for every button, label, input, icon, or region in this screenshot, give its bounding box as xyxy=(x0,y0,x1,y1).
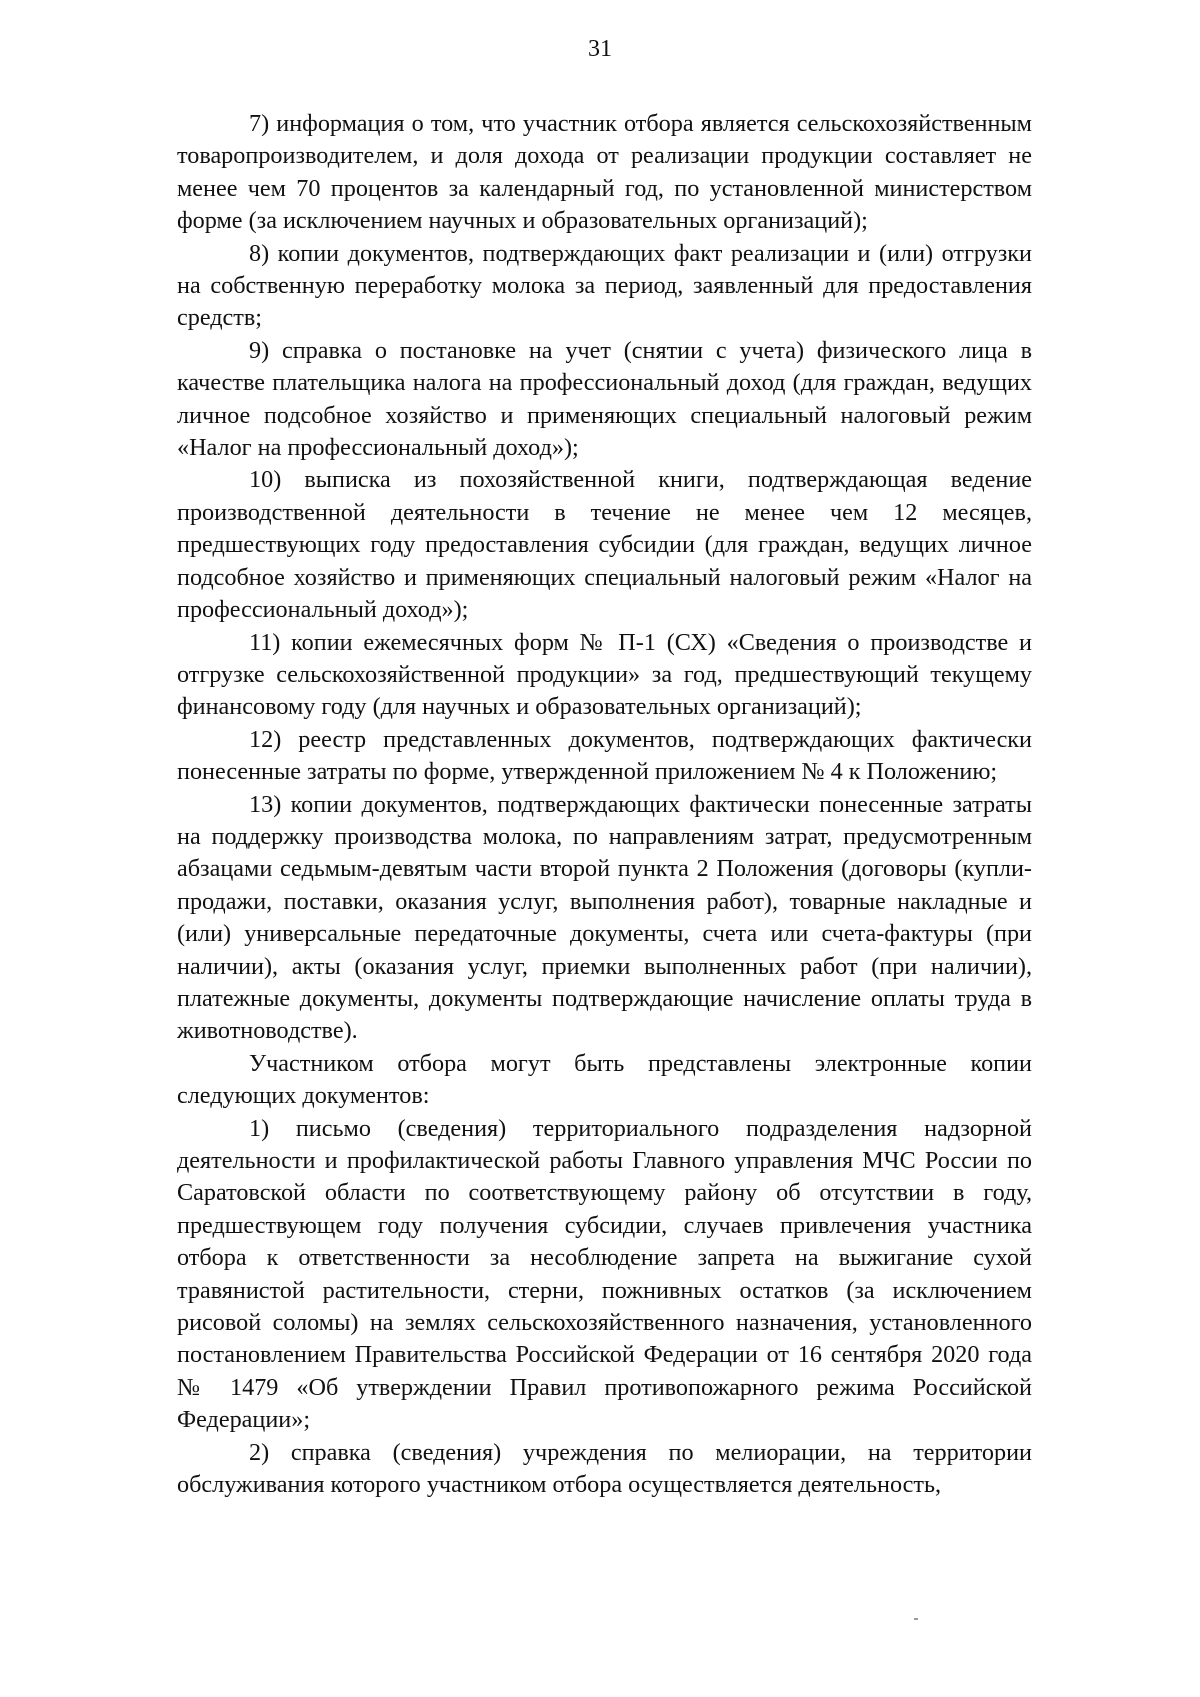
paragraph-item-13: 13) копии документов, подтверждающих фактически понесенные затраты на поддержку производства молока, по направлениям затрат, предусмотренным абзацами седьмым-девятым части второй пункта 2 Положения (договоры (купли-продажи, поставки, оказания услуг, выполнения работ), товарные накладные и (или) универсальные передаточные документы, счета или счета-фактуры (при наличии), акты (оказания услуг, приемки выполненных работ (при наличии), платежные документы, документы подтверждающие начисление оплаты труда в животноводстве). xyxy=(177,790,1032,1045)
page-number: 31 xyxy=(588,36,612,62)
paragraph-electronic-copies-intro: Участником отбора могут быть представлены электронные копии следующих документов: xyxy=(177,1049,1032,1110)
paragraph-item-8: 8) копии документов, подтверждающих факт реализации и (или) отгрузки на собственную переработку молока за период, заявленный для предоставления средств; xyxy=(177,239,1032,332)
paragraph-item-12: 12) реестр представленных документов, подтверждающих фактически понесенные затраты по форме, утвержденной приложением № 4 к Положению; xyxy=(177,725,1032,786)
paragraph-item-10: 10) выписка из похозяйственной книги, подтверждающая ведение производственной деятельности в течение не менее чем 12 месяцев, предшествующих году предоставления субсидии (для граждан, ведущих личное подсобное хозяйство и применяющих специальный налоговый режим «Налог на профессиональный доход»); xyxy=(177,466,1032,624)
paragraph-ecopy-item-1: 1) письмо (сведения) территориального подразделения надзорной деятельности и профилактической работы Главного управления МЧС России по Саратовской области по соответствующему району об отсутствии в году, предшествующем году получения субсидии, случаев привлечения участника отбора к ответственности за несоблюдение запрета на выжигание сухой травянистой растительности, стерни, пожнивных остатков (за исключением рисовой соломы) на землях сельскохозяйственного назначения, установленного постановлением Правительства Российской Федерации от 16 сентября 2020 года № 1479 «Об утверждении Правил противопожарного режима Российской Федерации»; xyxy=(177,1114,1032,1434)
scan-artifact xyxy=(914,1618,918,1620)
paragraph-item-7: 7) информация о том, что участник отбора является сельскохозяйственным товаропроизводителем, и доля дохода от реализации продукции составляет не менее чем 70 процентов за календарный год, по установленной министерством форме (за исключением научных и образовательных организаций); xyxy=(177,110,1032,235)
paragraph-item-11: 11) копии ежемесячных форм № П-1 (СХ) «Сведения о производстве и отгрузке сельскохозяйственной продукции» за год, предшествующий текущему финансовому году (для научных и образовательных организаций); xyxy=(177,628,1032,721)
paragraph-item-9: 9) справка о постановке на учет (снятии с учета) физического лица в качестве плательщика налога на профессиональный доход (для граждан, ведущих личное подсобное хозяйство и применяющих специальный налоговый режим «Налог на профессиональный доход»); xyxy=(177,336,1032,462)
paragraph-ecopy-item-2: 2) справка (сведения) учреждения по мелиорации, на территории обслуживания которого участником отбора осуществляется деятельность, xyxy=(177,1438,1032,1499)
document-body xyxy=(177,108,1032,1501)
